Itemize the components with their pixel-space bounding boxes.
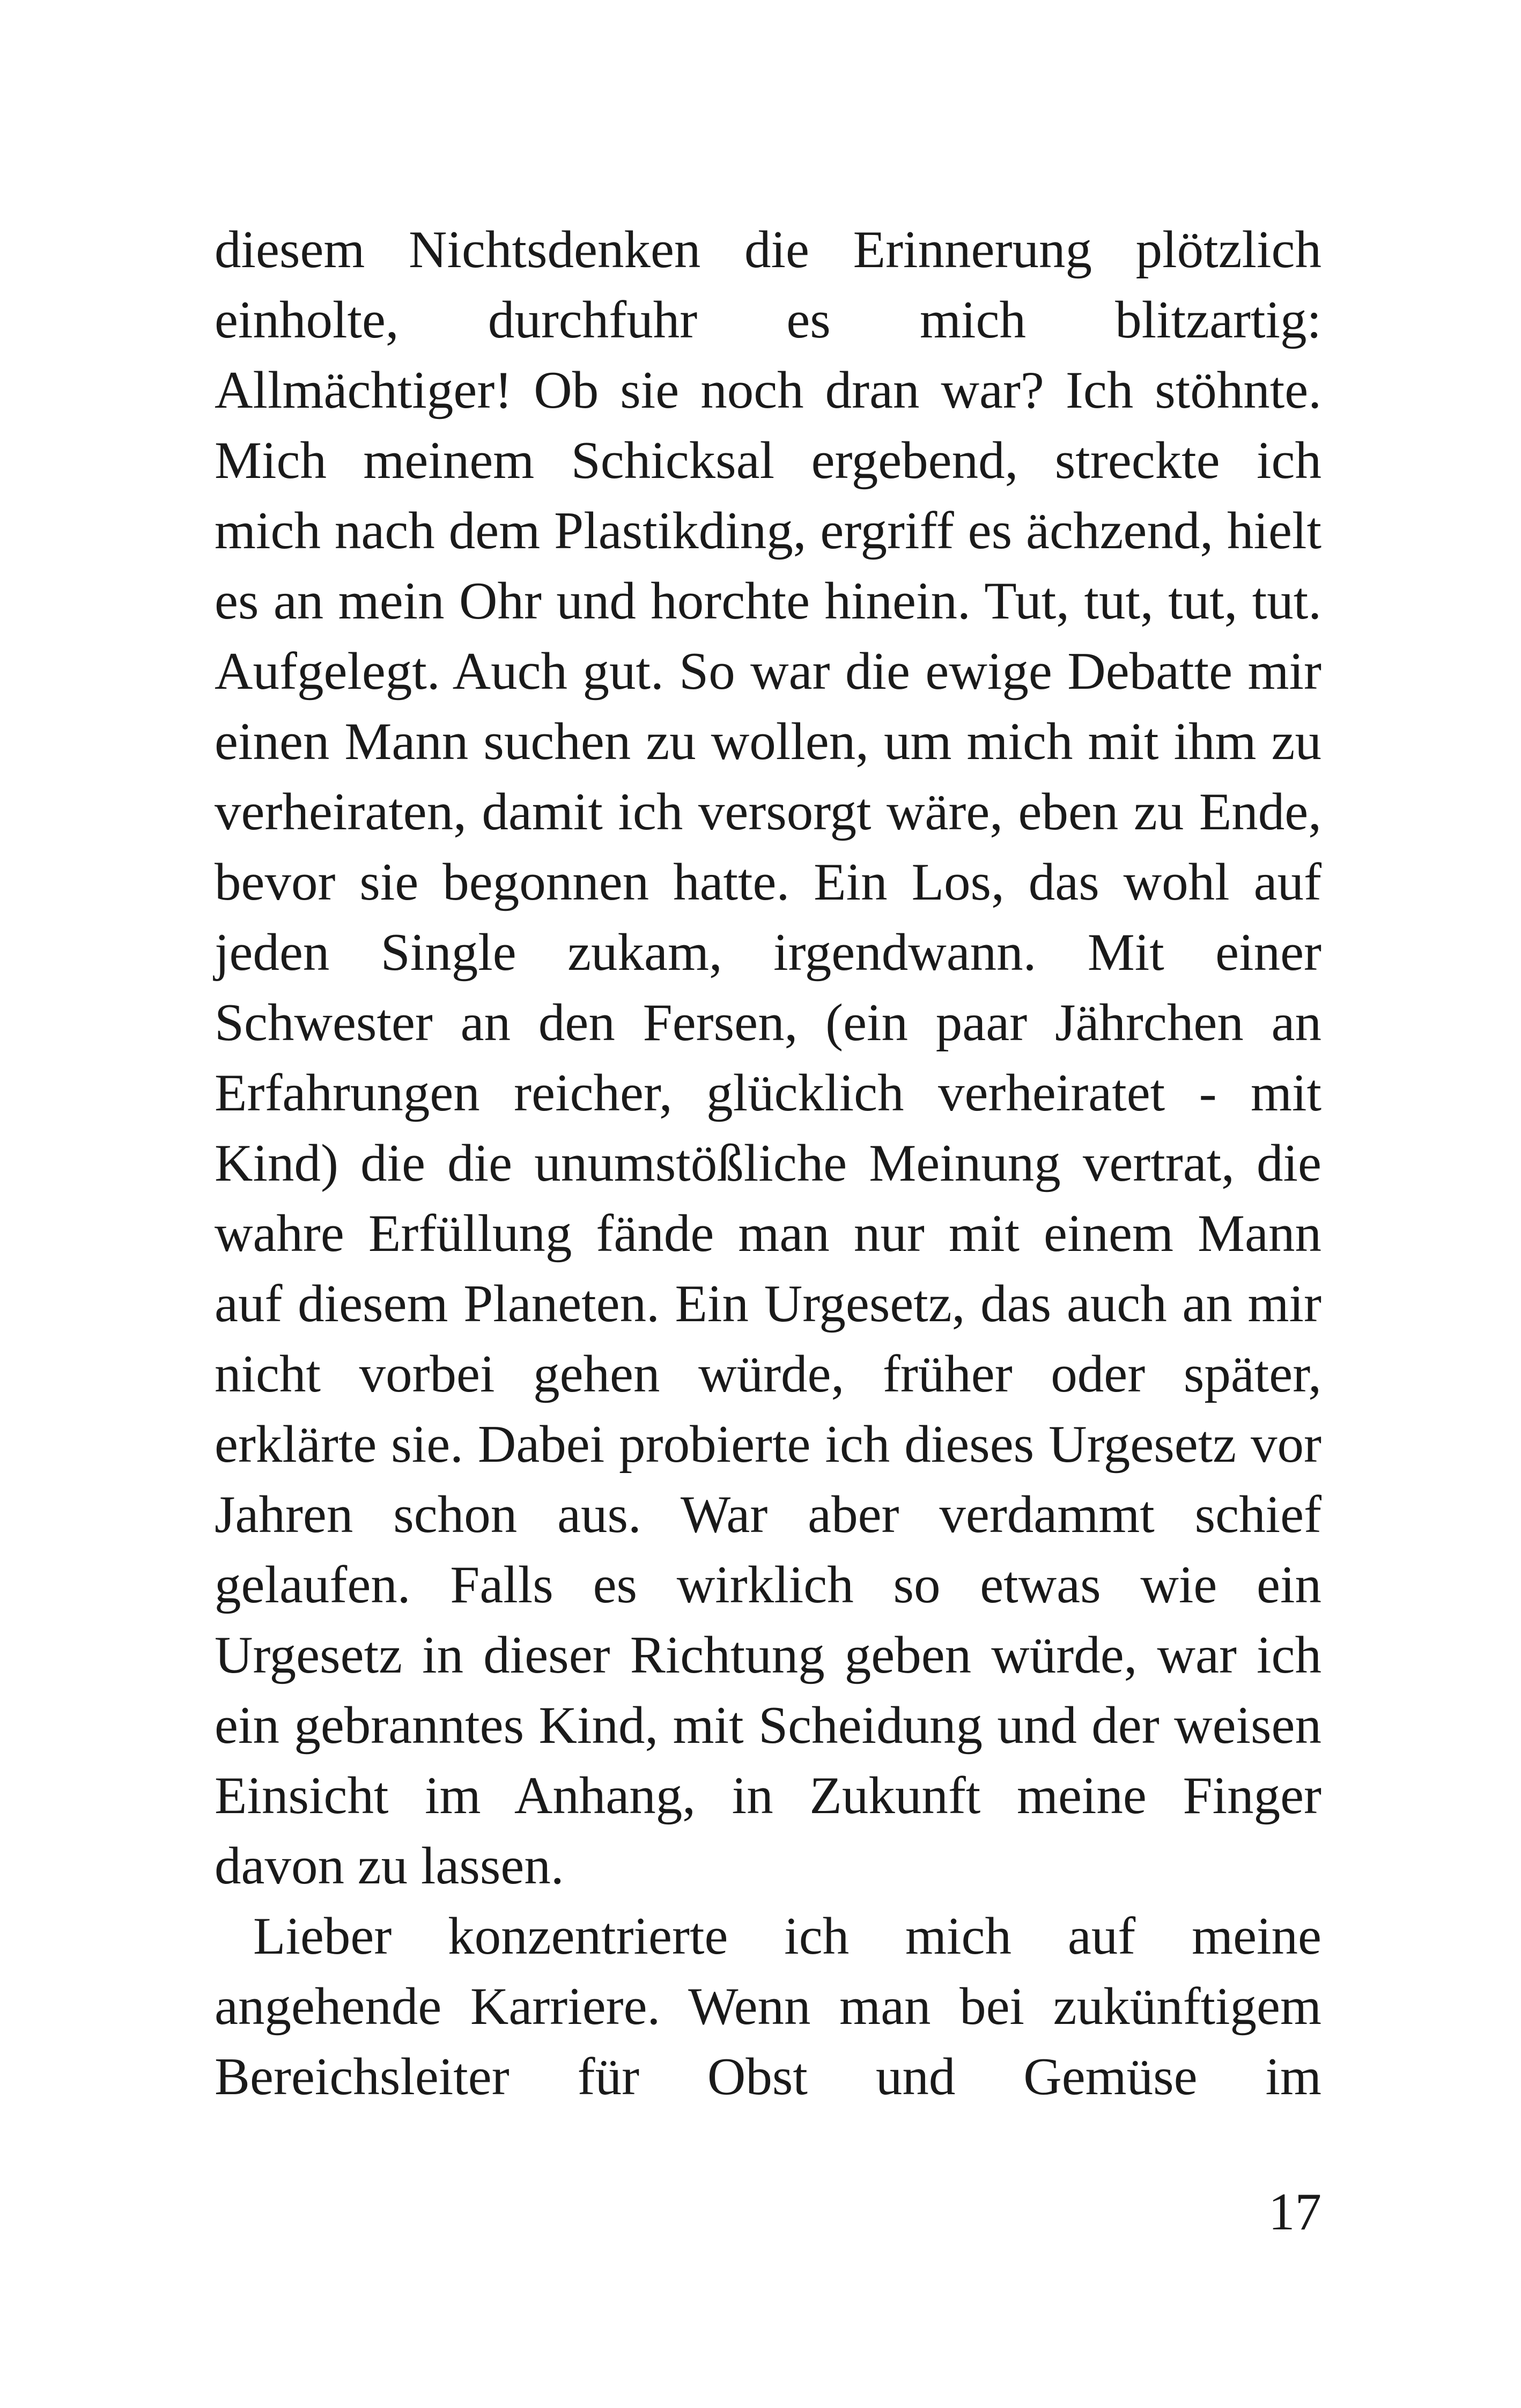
page-number: 17: [1268, 2183, 1321, 2241]
text-line: bevor sie begonnen hatte. Ein Los, das wohl auf: [215, 853, 1321, 911]
text-line: jeden Single zukam, irgendwann. Mit einer: [215, 923, 1321, 982]
paragraph-end-line: davon zu lassen.: [215, 1837, 564, 1895]
text-line: angehende Karriere. Wenn man bei zukünftigem: [215, 1977, 1321, 2036]
body-text: [215, 215, 1321, 2112]
text-line: Einsicht im Anhang, in Zukunft meine Finger: [215, 1766, 1321, 1825]
text-line: Bereichsleiter für Obst und Gemüse im: [215, 2048, 1321, 2106]
text-line: nicht vorbei gehen würde, früher oder später,: [215, 1345, 1321, 1403]
text-line: verheiraten, damit ich versorgt wäre, eben zu Ende,: [215, 783, 1321, 841]
text-line: Mich meinem Schicksal ergebend, streckte ich: [215, 431, 1321, 490]
text-line: Allmächtiger! Ob sie noch dran war? Ich stöhnte.: [215, 361, 1321, 419]
text-line: einen Mann suchen zu wollen, um mich mit ihm zu: [215, 712, 1321, 771]
text-line: auf diesem Planeten. Ein Urgesetz, das auch an mir: [215, 1275, 1321, 1333]
text-line: gelaufen. Falls es wirklich so etwas wie ein: [215, 1556, 1321, 1614]
text-line: mich nach dem Plastikding, ergriff es ächzend, hielt: [215, 502, 1321, 560]
text-line: wahre Erfüllung fände man nur mit einem Mann: [215, 1204, 1321, 1263]
text-line: diesem Nichtsdenken die Erinnerung plötzlich: [215, 220, 1321, 279]
text-line: Urgesetz in dieser Richtung geben würde, war ich: [215, 1626, 1321, 1684]
text-line: Aufgelegt. Auch gut. So war die ewige Debatte mir: [215, 642, 1321, 701]
paragraph-start-line: Lieber konzentrierte ich mich auf meine: [253, 1907, 1321, 1965]
text-line: es an mein Ohr und horchte hinein. Tut, tut, tut, tut.: [215, 572, 1321, 630]
text-line: Jahren schon aus. War aber verdammt schief: [215, 1485, 1321, 1544]
text-line: Schwester an den Fersen, (ein paar Jährchen an: [215, 993, 1321, 1052]
text-line: erklärte sie. Dabei probierte ich dieses Urgesetz vor: [215, 1415, 1321, 1474]
text-line: Kind) die die unumstößliche Meinung vertrat, die: [215, 1134, 1321, 1192]
text-line: Erfahrungen reicher, glücklich verheiratet - mit: [215, 1064, 1321, 1122]
text-line: ein gebranntes Kind, mit Scheidung und der weisen: [215, 1696, 1321, 1755]
text-line: einholte, durchfuhr es mich blitzartig:: [215, 291, 1321, 349]
